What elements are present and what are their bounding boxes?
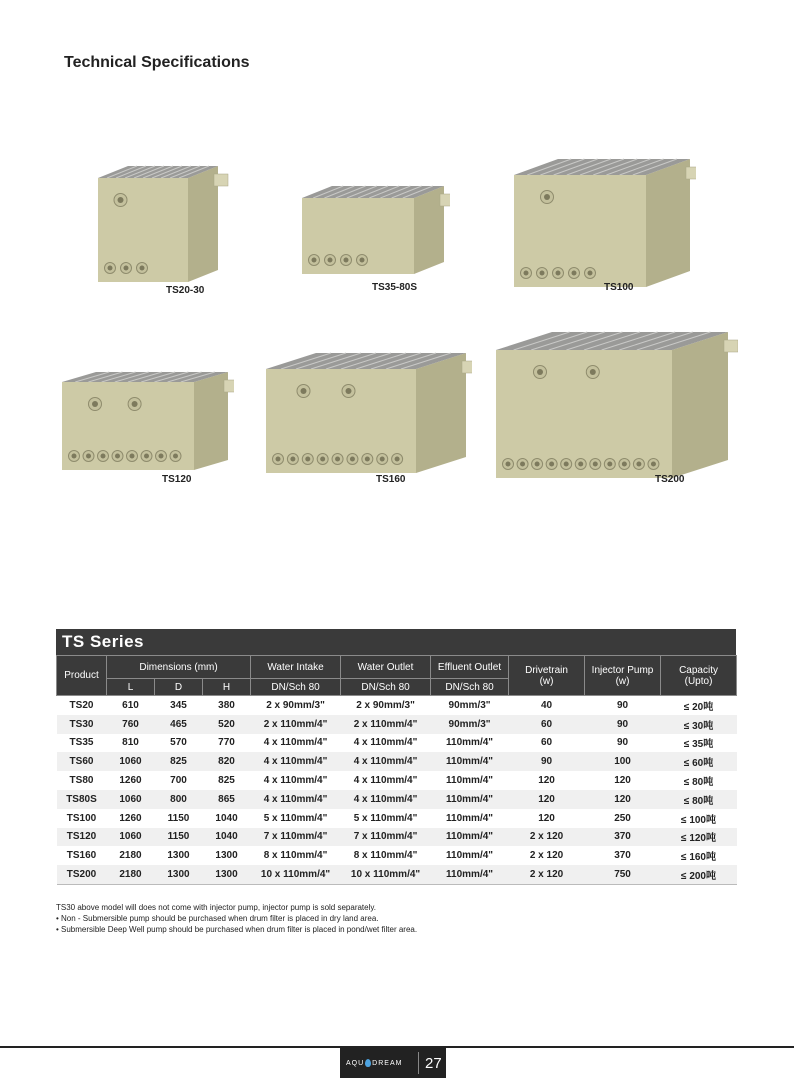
cell-drivetrain: 60	[540, 737, 553, 749]
cell-water-intake: 10 x 110mm/4"	[251, 865, 341, 884]
cell-depth: 700	[170, 775, 187, 787]
spec-table	[56, 655, 737, 885]
inlet-port-hole	[312, 258, 317, 263]
cell-length: 1060	[107, 790, 155, 809]
cell-height: 820	[203, 752, 251, 771]
cell-capacity: ≤ 20吨	[683, 701, 714, 713]
tank-front	[514, 175, 646, 287]
inlet-port-hole	[588, 271, 593, 276]
cell-water-outlet: 10 x 110mm/4"	[341, 865, 431, 884]
inlet-port-hole	[556, 271, 561, 276]
inlet-port-hole	[360, 258, 365, 263]
inlet-port-hole	[159, 454, 164, 459]
cell-drivetrain: 2 x 120	[509, 865, 585, 884]
inlet-port-hole	[320, 457, 325, 462]
cell-capacity: ≤ 80吨	[683, 777, 714, 789]
cell-capacity: ≤ 35吨	[683, 739, 714, 751]
cell-water-intake: 4 x 110mm/4"	[251, 752, 341, 771]
logo-text-right: DREAM	[372, 1059, 403, 1067]
tank-side	[414, 186, 444, 274]
table-row	[57, 752, 737, 771]
cell-capacity: ≤ 160吨	[681, 852, 716, 864]
cell-product: TS80S	[57, 790, 107, 809]
header-water-intake: Water Intake	[251, 656, 341, 679]
cell-water-intake: 4 x 110mm/4"	[263, 737, 328, 749]
product-image-ts35-80s	[296, 168, 450, 278]
outlet-pipe	[224, 380, 234, 392]
cell-injector-pump: 90	[616, 699, 629, 711]
upper-port-hole	[92, 401, 98, 407]
inlet-port-hole	[335, 457, 340, 462]
footer	[340, 1048, 446, 1078]
outlet-pipe	[462, 361, 472, 373]
cell-drivetrain: 90	[509, 752, 585, 771]
cell-product: TS35	[69, 737, 94, 749]
cell-height: 865	[203, 790, 251, 809]
cell-effluent-outlet: 90mm/3"	[448, 699, 491, 711]
upper-port-hole	[132, 401, 138, 407]
cell-water-outlet: 7 x 110mm/4"	[341, 828, 431, 847]
header-d: D	[155, 679, 203, 696]
header-effluent-dn: DN/Sch 80	[431, 679, 509, 696]
header-capacity	[661, 656, 737, 696]
cell-product: TS30	[57, 715, 107, 734]
table-row	[57, 846, 737, 865]
cell-length: 1260	[119, 775, 142, 787]
cell-water-outlet: 4 x 110mm/4"	[341, 752, 431, 771]
cell-effluent-outlet: 110mm/4"	[446, 737, 494, 749]
page-title: Technical Specifications	[64, 54, 250, 71]
note-line: TS30 above model will does not come with injector pump, injector pump is sold separately.	[56, 903, 377, 912]
series-title: TS Series	[56, 629, 736, 655]
upper-port-hole	[118, 197, 124, 203]
inlet-port-hole	[328, 258, 333, 263]
cell-capacity: ≤ 120吨	[661, 828, 737, 847]
inlet-port-hole	[578, 462, 583, 467]
product-label-ts200: TS200	[655, 474, 685, 485]
cell-depth: 825	[155, 752, 203, 771]
outlet-pipe	[724, 340, 738, 352]
cell-length: 1060	[107, 828, 155, 847]
tank-side	[416, 353, 466, 473]
upper-port-hole	[301, 388, 307, 394]
cell-water-outlet: 5 x 110mm/4"	[353, 812, 418, 824]
cell-drivetrain: 60	[509, 715, 585, 734]
cell-injector-pump: 90	[616, 737, 629, 749]
product-label-ts100: TS100	[604, 282, 634, 293]
cell-drivetrain: 120	[538, 775, 555, 787]
header-h: H	[203, 679, 251, 696]
cell-height: 520	[203, 715, 251, 734]
cell-depth: 345	[170, 699, 187, 711]
cell-depth: 570	[170, 737, 187, 749]
cell-water-intake: 8 x 110mm/4"	[263, 850, 328, 862]
table-row	[57, 734, 737, 753]
cell-depth: 800	[155, 790, 203, 809]
product-image-ts120	[58, 362, 234, 474]
header-outlet-dn: DN/Sch 80	[341, 679, 431, 696]
cell-effluent-outlet: 110mm/4"	[431, 790, 509, 809]
inlet-port-hole	[520, 462, 525, 467]
page-number: 27	[425, 1054, 442, 1072]
cell-product: TS60	[57, 752, 107, 771]
upper-port-hole	[537, 369, 543, 375]
cell-product: TS160	[66, 850, 97, 862]
inlet-port-hole	[173, 454, 178, 459]
cell-water-intake: 4 x 110mm/4"	[251, 790, 341, 809]
cell-drivetrain: 40	[540, 699, 553, 711]
cell-length: 1260	[119, 812, 142, 824]
cell-length: 1060	[107, 752, 155, 771]
cell-water-intake: 4 x 110mm/4"	[263, 775, 328, 787]
product-image-ts160	[260, 345, 472, 477]
table-row	[57, 771, 737, 790]
cell-water-outlet: 4 x 110mm/4"	[353, 775, 418, 787]
cell-water-outlet: 8 x 110mm/4"	[353, 850, 418, 862]
inlet-port-hole	[506, 462, 511, 467]
inlet-port-hole	[636, 462, 641, 467]
header-product: Product	[57, 656, 107, 696]
cell-length: 610	[122, 699, 139, 711]
cell-injector-pump: 250	[614, 812, 631, 824]
inlet-port-hole	[607, 462, 612, 467]
cell-water-intake: 2 x 90mm/3"	[266, 699, 325, 711]
table-row	[57, 828, 737, 847]
table-row	[57, 790, 737, 809]
table-row	[57, 865, 737, 884]
inlet-port-hole	[350, 457, 355, 462]
cell-water-intake: 7 x 110mm/4"	[251, 828, 341, 847]
inlet-port-hole	[380, 457, 385, 462]
cell-capacity: ≤ 200吨	[661, 865, 737, 884]
cell-injector-pump: 90	[585, 715, 661, 734]
inlet-port-hole	[276, 457, 281, 462]
cell-injector-pump: 370	[614, 850, 631, 862]
inlet-port-hole	[593, 462, 598, 467]
header-dimensions: Dimensions (mm)	[107, 656, 251, 679]
header-injector-unit: (w)	[615, 675, 630, 687]
inlet-port-hole	[651, 462, 656, 467]
cell-depth: 1300	[167, 850, 190, 862]
cell-drivetrain: 2 x 120	[509, 828, 585, 847]
cell-height: 1040	[203, 828, 251, 847]
cell-water-outlet: 2 x 110mm/4"	[341, 715, 431, 734]
logo-text-left: AQU	[346, 1059, 365, 1067]
cell-effluent-outlet: 110mm/4"	[431, 828, 509, 847]
tank-side	[194, 372, 228, 470]
cell-effluent-outlet: 110mm/4"	[431, 752, 509, 771]
cell-length: 760	[107, 715, 155, 734]
inlet-port-hole	[72, 454, 77, 459]
product-image-ts200	[490, 322, 738, 482]
header-drivetrain-unit: (w)	[539, 675, 554, 687]
product-label-ts20-30: TS20-30	[166, 285, 205, 296]
outlet-pipe	[214, 174, 228, 186]
cell-injector-pump: 120	[614, 775, 631, 787]
cell-injector-pump: 370	[585, 828, 661, 847]
cell-water-intake: 5 x 110mm/4"	[263, 812, 328, 824]
inlet-port-hole	[622, 462, 627, 467]
cell-product: TS80	[69, 775, 94, 787]
note-line: • Submersible Deep Well pump should be purchased when drum filter is placed in pond/wet filter area.	[56, 925, 418, 934]
inlet-port-hole	[549, 462, 554, 467]
brand-logo	[340, 1059, 418, 1067]
inlet-port-hole	[395, 457, 400, 462]
table-row	[57, 809, 737, 828]
cell-height: 1040	[215, 812, 238, 824]
cell-effluent-outlet: 90mm/3"	[431, 715, 509, 734]
spec-table-section	[56, 629, 736, 885]
cell-depth: 1150	[167, 812, 190, 824]
cell-injector-pump: 100	[585, 752, 661, 771]
product-label-ts120: TS120	[162, 474, 192, 485]
cell-capacity: ≤ 80吨	[661, 790, 737, 809]
cell-length: 2180	[107, 865, 155, 884]
header-drivetrain	[509, 656, 585, 696]
cell-product: TS100	[66, 812, 97, 824]
inlet-port-hole	[115, 454, 120, 459]
tank-side	[672, 332, 728, 478]
inlet-port-hole	[564, 462, 569, 467]
header-drivetrain-label: Drivetrain	[525, 664, 568, 676]
tank-side	[188, 166, 218, 282]
header-injector-label: Injector Pump	[591, 664, 654, 676]
cell-length: 2180	[119, 850, 142, 862]
cell-injector-pump: 120	[585, 790, 661, 809]
cell-length: 810	[122, 737, 139, 749]
inlet-port-hole	[144, 454, 149, 459]
cell-capacity: ≤ 60吨	[661, 752, 737, 771]
header-water-outlet: Water Outlet	[341, 656, 431, 679]
inlet-port-hole	[344, 258, 349, 263]
inlet-port-hole	[130, 454, 135, 459]
cell-height: 825	[218, 775, 235, 787]
cell-water-outlet: 2 x 90mm/3"	[356, 699, 415, 711]
cell-drivetrain: 120	[509, 790, 585, 809]
tank-side	[646, 159, 690, 287]
header-capacity-unit: (Upto)	[684, 675, 713, 687]
cell-product: TS20	[69, 699, 94, 711]
cell-drivetrain: 2 x 120	[529, 850, 564, 862]
cell-height: 1300	[215, 850, 238, 862]
header-capacity-label: Capacity	[679, 664, 718, 676]
water-drop-icon	[365, 1059, 371, 1067]
cell-capacity: ≤ 100吨	[681, 814, 716, 826]
table-row	[57, 715, 737, 734]
header-effluent-outlet: Effluent Outlet	[431, 656, 509, 679]
inlet-port-hole	[108, 266, 113, 271]
inlet-port-hole	[540, 271, 545, 276]
outlet-pipe	[440, 194, 450, 206]
cell-height: 770	[218, 737, 235, 749]
inlet-port-hole	[140, 266, 145, 271]
cell-drivetrain: 120	[538, 812, 555, 824]
header-intake-dn: DN/Sch 80	[251, 679, 341, 696]
cell-effluent-outlet: 110mm/4"	[446, 812, 494, 824]
notes	[56, 902, 417, 935]
header-injector-pump	[585, 656, 661, 696]
cell-injector-pump: 750	[585, 865, 661, 884]
cell-depth: 1150	[155, 828, 203, 847]
cell-capacity: ≤ 30吨	[661, 715, 737, 734]
header-l: L	[107, 679, 155, 696]
cell-depth: 465	[155, 715, 203, 734]
cell-water-outlet: 4 x 110mm/4"	[353, 737, 418, 749]
inlet-port-hole	[305, 457, 310, 462]
inlet-port-hole	[572, 271, 577, 276]
cell-effluent-outlet: 110mm/4"	[431, 865, 509, 884]
product-label-ts35-80s: TS35-80S	[372, 282, 418, 293]
upper-port-hole	[544, 194, 550, 200]
cell-effluent-outlet: 110mm/4"	[446, 850, 494, 862]
cell-effluent-outlet: 110mm/4"	[446, 775, 494, 787]
inlet-port-hole	[124, 266, 129, 271]
upper-port-hole	[590, 369, 596, 375]
cell-water-outlet: 4 x 110mm/4"	[341, 790, 431, 809]
product-label-ts160: TS160	[376, 474, 406, 485]
cell-product: TS200	[57, 865, 107, 884]
cell-water-intake: 2 x 110mm/4"	[251, 715, 341, 734]
note-line: • Non - Submersible pump should be purchased when drum filter is placed in dry land area.	[56, 914, 379, 923]
spec-table-body	[57, 696, 737, 885]
product-image-ts100	[506, 145, 696, 290]
inlet-port-hole	[86, 454, 91, 459]
inlet-port-hole	[101, 454, 106, 459]
inlet-port-hole	[290, 457, 295, 462]
outlet-pipe	[686, 167, 696, 179]
cell-product: TS120	[57, 828, 107, 847]
inlet-port-hole	[535, 462, 540, 467]
product-image-ts20-30	[90, 158, 230, 284]
inlet-port-hole	[365, 457, 370, 462]
cell-depth: 1300	[155, 865, 203, 884]
cell-height: 1300	[203, 865, 251, 884]
inlet-port-hole	[524, 271, 529, 276]
cell-height: 380	[218, 699, 235, 711]
table-row	[57, 696, 737, 715]
upper-port-hole	[346, 388, 352, 394]
